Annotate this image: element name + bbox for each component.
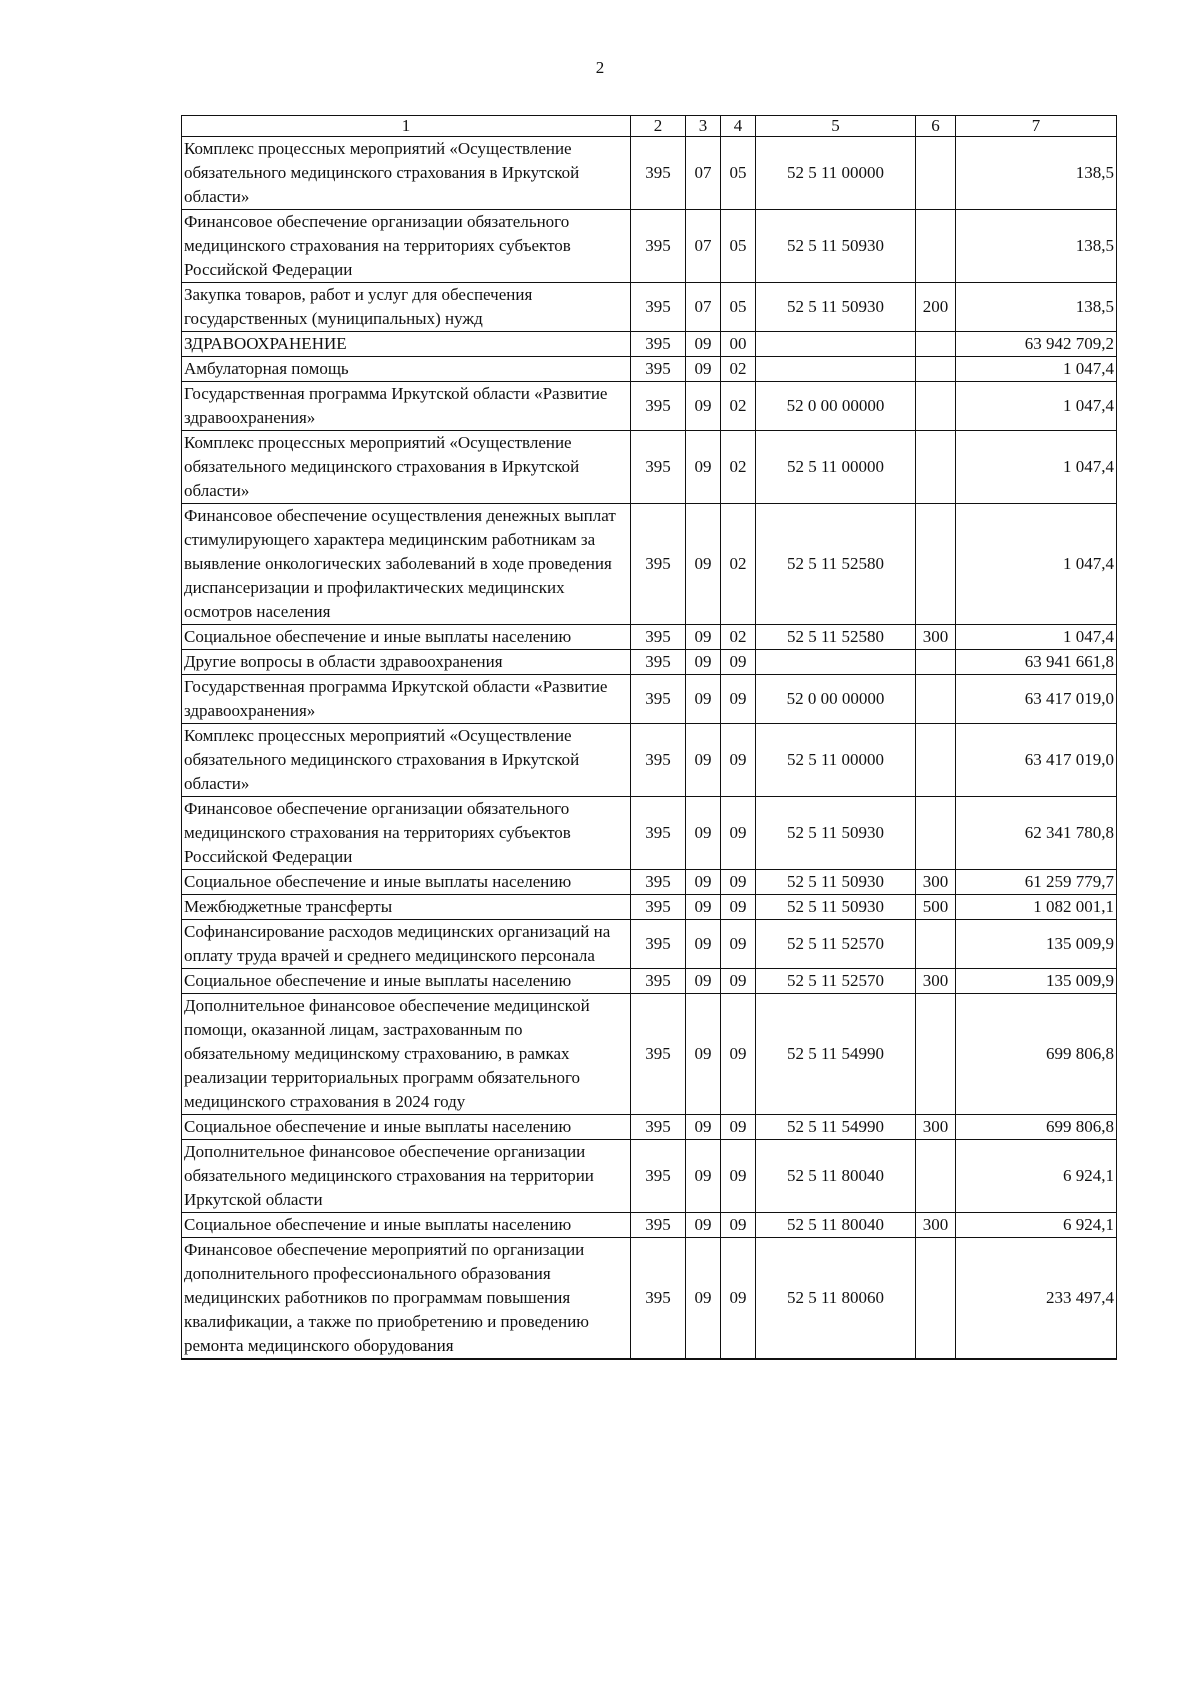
table-row — [182, 357, 1117, 382]
row-subsection-code: 00 — [721, 332, 756, 357]
table-row — [182, 283, 1117, 332]
row-section-code: 09 — [686, 504, 721, 625]
table-row — [182, 1213, 1117, 1238]
row-subsection-code: 09 — [721, 1238, 756, 1360]
table-row — [182, 797, 1117, 870]
row-target-code: 52 5 11 54990 — [756, 1115, 916, 1140]
row-expense-type: 300 — [916, 625, 956, 650]
row-admin-code: 395 — [631, 332, 686, 357]
row-subsection-code: 05 — [721, 137, 756, 210]
row-admin-code: 395 — [631, 920, 686, 969]
row-subsection-code: 05 — [721, 210, 756, 283]
row-amount: 62 341 780,8 — [956, 797, 1117, 870]
row-admin-code: 395 — [631, 675, 686, 724]
row-expense-type — [916, 504, 956, 625]
row-admin-code: 395 — [631, 724, 686, 797]
row-expense-type — [916, 210, 956, 283]
row-name-cell: Дополнительное финансовое обеспечение медицинской помощи, оказанной лицам, застрахованным по обязательному медицинскому страхованию, в рамках реализации территориальных программ обязательного медицинского страхования в 2024 году — [182, 994, 631, 1115]
row-subsection-code: 02 — [721, 357, 756, 382]
row-expense-type — [916, 650, 956, 675]
row-amount: 699 806,8 — [956, 994, 1117, 1115]
row-amount: 63 942 709,2 — [956, 332, 1117, 357]
row-name-cell: Комплекс процессных мероприятий «Осуществление обязательного медицинского страхования в Иркутской области» — [182, 431, 631, 504]
row-admin-code: 395 — [631, 382, 686, 431]
row-admin-code: 395 — [631, 1140, 686, 1213]
row-admin-code: 395 — [631, 283, 686, 332]
budget-table — [181, 115, 1117, 1360]
row-target-code: 52 5 11 50930 — [756, 895, 916, 920]
header-col-4: 4 — [721, 116, 756, 137]
row-expense-type — [916, 724, 956, 797]
row-amount: 1 047,4 — [956, 382, 1117, 431]
row-amount: 135 009,9 — [956, 969, 1117, 994]
row-name-cell: Финансовое обеспечение организации обязательного медицинского страхования на территориях субъектов Российской Федерации — [182, 797, 631, 870]
row-target-code — [756, 357, 916, 382]
row-expense-type — [916, 382, 956, 431]
row-admin-code: 395 — [631, 870, 686, 895]
row-expense-type: 200 — [916, 283, 956, 332]
row-section-code: 09 — [686, 1213, 721, 1238]
row-name-cell: ЗДРАВООХРАНЕНИЕ — [182, 332, 631, 357]
row-expense-type — [916, 137, 956, 210]
row-amount: 63 941 661,8 — [956, 650, 1117, 675]
row-subsection-code: 02 — [721, 504, 756, 625]
row-admin-code: 395 — [631, 797, 686, 870]
row-section-code: 09 — [686, 675, 721, 724]
row-expense-type: 500 — [916, 895, 956, 920]
row-expense-type — [916, 994, 956, 1115]
row-name-cell: Комплекс процессных мероприятий «Осуществление обязательного медицинского страхования в Иркутской области» — [182, 137, 631, 210]
row-admin-code: 395 — [631, 994, 686, 1115]
row-amount: 138,5 — [956, 283, 1117, 332]
row-amount: 63 417 019,0 — [956, 724, 1117, 797]
header-col-1: 1 — [182, 116, 631, 137]
table-row — [182, 895, 1117, 920]
row-subsection-code: 02 — [721, 382, 756, 431]
table-row — [182, 137, 1117, 210]
page-number: 2 — [595, 58, 605, 77]
row-expense-type — [916, 357, 956, 382]
table-row — [182, 920, 1117, 969]
row-expense-type: 300 — [916, 1213, 956, 1238]
row-subsection-code: 09 — [721, 1213, 756, 1238]
header-col-7: 7 — [956, 116, 1117, 137]
row-admin-code: 395 — [631, 895, 686, 920]
row-admin-code: 395 — [631, 1213, 686, 1238]
row-expense-type — [916, 675, 956, 724]
row-target-code: 52 5 11 00000 — [756, 724, 916, 797]
row-section-code: 09 — [686, 969, 721, 994]
row-section-code: 07 — [686, 137, 721, 210]
row-admin-code: 395 — [631, 137, 686, 210]
row-subsection-code: 09 — [721, 650, 756, 675]
row-subsection-code: 09 — [721, 994, 756, 1115]
row-subsection-code: 09 — [721, 1140, 756, 1213]
row-target-code: 52 0 00 00000 — [756, 675, 916, 724]
header-row — [182, 116, 1117, 137]
row-expense-type — [916, 332, 956, 357]
row-subsection-code: 09 — [721, 920, 756, 969]
row-target-code: 52 5 11 54990 — [756, 994, 916, 1115]
row-section-code: 09 — [686, 357, 721, 382]
row-section-code: 09 — [686, 994, 721, 1115]
row-target-code: 52 5 11 00000 — [756, 431, 916, 504]
table-row — [182, 675, 1117, 724]
row-target-code: 52 5 11 00000 — [756, 137, 916, 210]
row-subsection-code: 05 — [721, 283, 756, 332]
row-section-code: 09 — [686, 895, 721, 920]
row-name-cell: Финансовое обеспечение мероприятий по организации дополнительного профессионального образования медицинских работников по программам повышения квалификации, а также по приобретению и проведению ремонта медицинского оборудования — [182, 1238, 631, 1360]
row-amount: 1 047,4 — [956, 431, 1117, 504]
table-row — [182, 332, 1117, 357]
row-subsection-code: 09 — [721, 1115, 756, 1140]
row-admin-code: 395 — [631, 431, 686, 504]
table-row — [182, 382, 1117, 431]
row-amount: 6 924,1 — [956, 1140, 1117, 1213]
row-target-code: 52 5 11 50930 — [756, 870, 916, 895]
row-amount: 233 497,4 — [956, 1238, 1117, 1360]
row-expense-type: 300 — [916, 870, 956, 895]
row-expense-type: 300 — [916, 969, 956, 994]
row-section-code: 09 — [686, 1140, 721, 1213]
row-target-code: 52 5 11 80060 — [756, 1238, 916, 1360]
row-target-code: 52 5 11 80040 — [756, 1213, 916, 1238]
row-amount: 1 047,4 — [956, 357, 1117, 382]
row-subsection-code: 09 — [721, 895, 756, 920]
row-subsection-code: 09 — [721, 724, 756, 797]
table-row — [182, 504, 1117, 625]
row-name-cell: Амбулаторная помощь — [182, 357, 631, 382]
row-expense-type: 300 — [916, 1115, 956, 1140]
table-row — [182, 650, 1117, 675]
row-target-code — [756, 650, 916, 675]
row-section-code: 09 — [686, 870, 721, 895]
row-subsection-code: 09 — [721, 797, 756, 870]
row-expense-type — [916, 920, 956, 969]
row-amount: 138,5 — [956, 137, 1117, 210]
table-row — [182, 1238, 1117, 1360]
table-row — [182, 994, 1117, 1115]
row-name-cell: Социальное обеспечение и иные выплаты населению — [182, 969, 631, 994]
row-expense-type — [916, 797, 956, 870]
row-name-cell: Софинансирование расходов медицинских организаций на оплату труда врачей и среднего медицинского персонала — [182, 920, 631, 969]
row-subsection-code: 02 — [721, 625, 756, 650]
row-admin-code: 395 — [631, 1115, 686, 1140]
row-admin-code: 395 — [631, 1238, 686, 1360]
table-row — [182, 210, 1117, 283]
row-amount: 1 047,4 — [956, 504, 1117, 625]
row-subsection-code: 09 — [721, 675, 756, 724]
row-target-code: 52 0 00 00000 — [756, 382, 916, 431]
row-section-code: 09 — [686, 650, 721, 675]
header-col-3: 3 — [686, 116, 721, 137]
row-name-cell: Социальное обеспечение и иные выплаты населению — [182, 870, 631, 895]
row-target-code: 52 5 11 50930 — [756, 210, 916, 283]
row-section-code: 07 — [686, 210, 721, 283]
row-name-cell: Комплекс процессных мероприятий «Осуществление обязательного медицинского страхования в Иркутской области» — [182, 724, 631, 797]
row-amount: 135 009,9 — [956, 920, 1117, 969]
row-subsection-code: 09 — [721, 870, 756, 895]
row-amount: 1 047,4 — [956, 625, 1117, 650]
row-section-code: 07 — [686, 283, 721, 332]
row-name-cell: Финансовое обеспечение осуществления денежных выплат стимулирующего характера медицинским работникам за выявление онкологических заболеваний в ходе проведения диспансеризации и профилактических медицинских осмотров населения — [182, 504, 631, 625]
row-subsection-code: 02 — [721, 431, 756, 504]
row-expense-type — [916, 1238, 956, 1360]
row-name-cell: Государственная программа Иркутской области «Развитие здравоохранения» — [182, 382, 631, 431]
row-section-code: 09 — [686, 332, 721, 357]
row-name-cell: Социальное обеспечение и иные выплаты населению — [182, 1213, 631, 1238]
row-name-cell: Закупка товаров, работ и услуг для обеспечения государственных (муниципальных) нужд — [182, 283, 631, 332]
row-target-code: 52 5 11 52570 — [756, 920, 916, 969]
table-row — [182, 1140, 1117, 1213]
header-col-6: 6 — [916, 116, 956, 137]
row-section-code: 09 — [686, 625, 721, 650]
row-admin-code: 395 — [631, 504, 686, 625]
row-section-code: 09 — [686, 382, 721, 431]
row-amount: 138,5 — [956, 210, 1117, 283]
row-name-cell: Социальное обеспечение и иные выплаты населению — [182, 1115, 631, 1140]
row-section-code: 09 — [686, 920, 721, 969]
row-name-cell: Межбюджетные трансферты — [182, 895, 631, 920]
table-header — [182, 116, 1117, 137]
row-section-code: 09 — [686, 797, 721, 870]
row-name-cell: Государственная программа Иркутской области «Развитие здравоохранения» — [182, 675, 631, 724]
row-section-code: 09 — [686, 724, 721, 797]
row-target-code: 52 5 11 50930 — [756, 283, 916, 332]
row-target-code: 52 5 11 52580 — [756, 504, 916, 625]
row-admin-code: 395 — [631, 357, 686, 382]
row-amount: 1 082 001,1 — [956, 895, 1117, 920]
row-amount: 63 417 019,0 — [956, 675, 1117, 724]
table-row — [182, 969, 1117, 994]
row-name-cell: Финансовое обеспечение организации обязательного медицинского страхования на территориях субъектов Российской Федерации — [182, 210, 631, 283]
row-expense-type — [916, 1140, 956, 1213]
row-section-code: 09 — [686, 1238, 721, 1360]
row-amount: 61 259 779,7 — [956, 870, 1117, 895]
row-amount: 699 806,8 — [956, 1115, 1117, 1140]
row-section-code: 09 — [686, 431, 721, 504]
row-target-code: 52 5 11 52580 — [756, 625, 916, 650]
row-target-code: 52 5 11 52570 — [756, 969, 916, 994]
row-admin-code: 395 — [631, 210, 686, 283]
row-section-code: 09 — [686, 1115, 721, 1140]
row-name-cell: Дополнительное финансовое обеспечение организации обязательного медицинского страхования на территории Иркутской области — [182, 1140, 631, 1213]
row-target-code: 52 5 11 50930 — [756, 797, 916, 870]
table-row — [182, 1115, 1117, 1140]
row-expense-type — [916, 431, 956, 504]
table-row — [182, 724, 1117, 797]
row-admin-code: 395 — [631, 650, 686, 675]
row-amount: 6 924,1 — [956, 1213, 1117, 1238]
table-row — [182, 625, 1117, 650]
row-name-cell: Социальное обеспечение и иные выплаты населению — [182, 625, 631, 650]
row-subsection-code: 09 — [721, 969, 756, 994]
row-admin-code: 395 — [631, 625, 686, 650]
header-col-5: 5 — [756, 116, 916, 137]
row-name-cell: Другие вопросы в области здравоохранения — [182, 650, 631, 675]
header-col-2: 2 — [631, 116, 686, 137]
row-target-code — [756, 332, 916, 357]
row-target-code: 52 5 11 80040 — [756, 1140, 916, 1213]
row-admin-code: 395 — [631, 969, 686, 994]
table-row — [182, 870, 1117, 895]
table-row — [182, 431, 1117, 504]
table-body — [182, 137, 1117, 1360]
